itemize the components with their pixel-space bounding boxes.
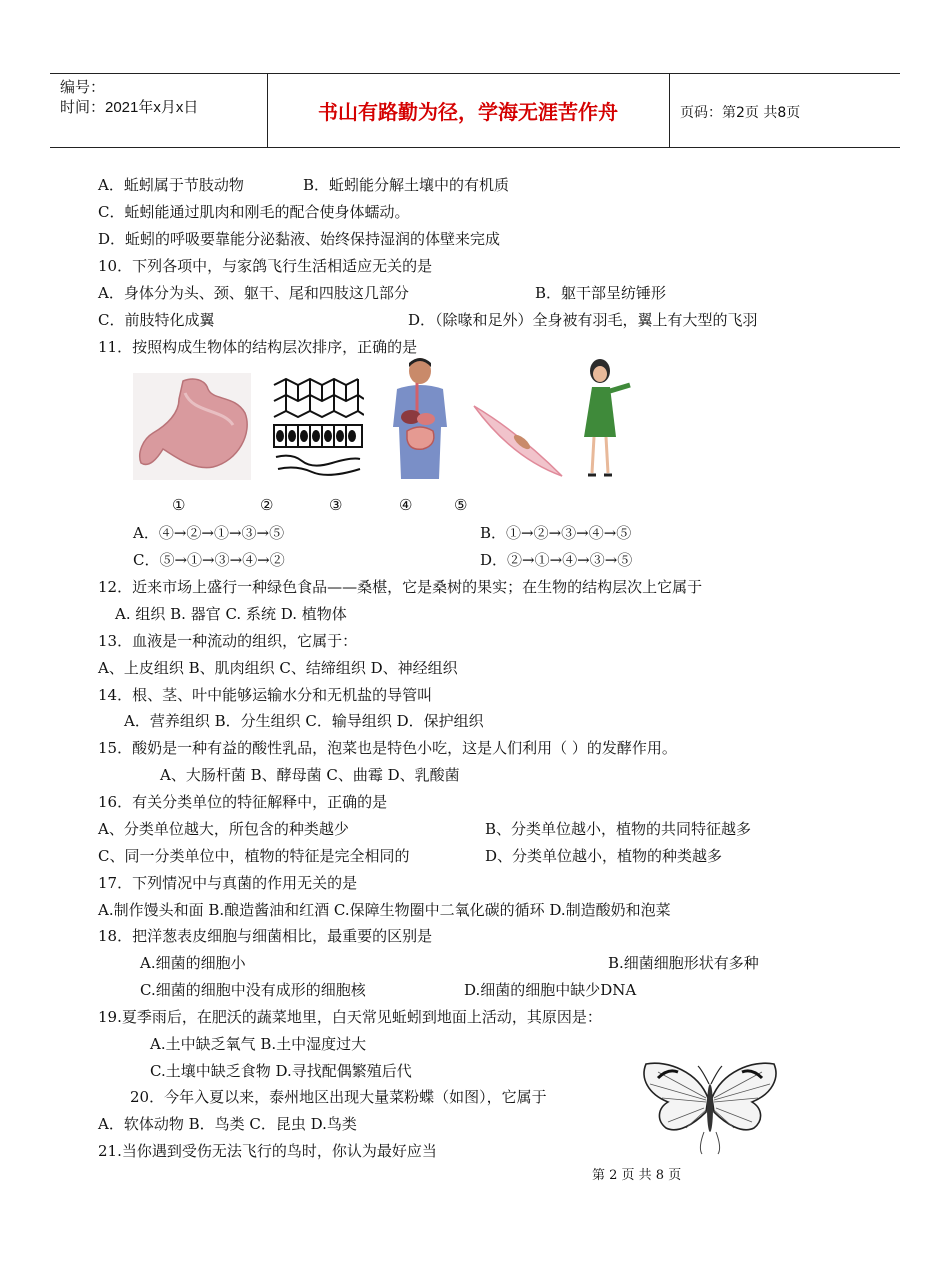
q9-option-a: A．蚯蚓属于节肢动物 xyxy=(98,176,244,194)
q20-stem: 20．今年入夏以来，泰州地区出现大量菜粉蝶（如图），它属于 xyxy=(130,1088,547,1106)
q18-option-b: B.细菌细胞形状有多种 xyxy=(608,954,759,972)
figure-number-3: ③ xyxy=(329,496,343,514)
q15-stem: 15．酸奶是一种有益的酸性乳品，泡菜也是特色小吃，这是人们利用（ ）的发酵作用。 xyxy=(98,739,677,757)
q16-stem: 16．有关分类单位的特征解释中，正确的是 xyxy=(98,793,388,811)
q9-option-d: D．蚯蚓的呼吸要靠能分泌黏液、始终保持湿润的体壁来完成 xyxy=(98,230,501,248)
tissue-cells-image xyxy=(272,375,364,477)
stomach-image xyxy=(133,373,251,480)
q16-option-a: A、分类单位越大，所包含的种类越少 xyxy=(98,820,349,838)
q11-option-a: A．④→②→①→③→⑤ xyxy=(133,524,285,542)
q21-stem: 21.当你遇到受伤无法飞行的鸟时，你认为最好应当 xyxy=(98,1142,437,1160)
q11-stem: 11．按照构成生物体的结构层次排序，正确的是 xyxy=(98,338,418,356)
q18-option-c: C.细菌的细胞中没有成形的细胞核 xyxy=(140,981,366,999)
q10-option-b: B．躯干部呈纺锤形 xyxy=(535,284,667,302)
q16-option-d: D、分类单位越小，植物的种类越多 xyxy=(485,847,723,865)
q18-option-a: A.细菌的细胞小 xyxy=(140,954,246,972)
q16-option-b: B、分类单位越小，植物的共同特征越多 xyxy=(485,820,752,838)
q11-option-c: C．⑤→①→③→④→② xyxy=(133,551,285,569)
q10-option-c: C．前肢特化成翼 xyxy=(98,311,215,329)
header-meta xyxy=(60,78,198,118)
q19-options-cd: C.土壤中缺乏食物 D.寻找配偶繁殖后代 xyxy=(150,1062,412,1080)
q12-stem: 12．近来市场上盛行一种绿色食品——桑椹，它是桑树的果实；在生物的结构层次上它属于 xyxy=(98,578,703,596)
q14-options: A．营养组织 B．分生组织 C．输导组织 D．保护组织 xyxy=(124,712,484,730)
q15-options: A、大肠杆菌 B、酵母菌 C、曲霉 D、乳酸菌 xyxy=(160,766,460,784)
q10-option-a: A．身体分为头、颈、躯干、尾和四肢这几部分 xyxy=(98,284,409,302)
date-label: 时间：2021年x月x日 xyxy=(60,99,199,116)
q20-options: A．软体动物 B．鸟类 C．昆虫 D.鸟类 xyxy=(98,1115,357,1133)
header-top-rule xyxy=(50,73,900,74)
figure-number-1: ① xyxy=(172,496,186,514)
q10-stem: 10．下列各项中，与家鸽飞行生活相适应无关的是 xyxy=(98,257,433,275)
q19-options-ab: A.土中缺乏氧气 B.土中湿度过大 xyxy=(150,1035,367,1053)
header-divider-right xyxy=(669,73,670,147)
muscle-cell-image xyxy=(472,402,564,480)
figure-number-4: ④ xyxy=(399,496,413,514)
woman-image xyxy=(576,357,632,481)
q18-option-d: D.细菌的细胞中缺少DNA xyxy=(464,981,637,999)
q9-option-b: B．蚯蚓能分解土壤中的有机质 xyxy=(303,176,510,194)
q18-stem: 18．把洋葱表皮细胞与细菌相比，最重要的区别是 xyxy=(98,927,433,945)
q10-option-d: D．（除喙和足外）全身被有羽毛，翼上有大型的飞羽 xyxy=(408,311,758,329)
q17-options: A.制作馒头和面 B.酿造酱油和红酒 C.保障生物圈中二氧化碳的循环 D.制造酸奶和泡菜 xyxy=(98,901,671,919)
header-bottom-rule xyxy=(50,147,900,148)
q16-option-c: C、同一分类单位中，植物的特征是完全相同的 xyxy=(98,847,410,865)
serial-label: 编号： xyxy=(60,79,106,96)
header-page-info: 页码：第2页 共8页 xyxy=(680,105,801,121)
figure-number-5: ⑤ xyxy=(454,496,468,514)
header-motto: 书山有路勤为径，学海无涯苦作舟 xyxy=(318,100,618,124)
q9-option-c: C．蚯蚓能通过肌肉和刚毛的配合使身体蠕动。 xyxy=(98,203,410,221)
q14-stem: 14．根、茎、叶中能够运输水分和无机盐的导管叫 xyxy=(98,686,433,704)
butterfly-image xyxy=(638,1058,782,1156)
page-footer: 第 2 页 共 8 页 xyxy=(592,1168,682,1183)
q11-option-d: D．②→①→④→③→⑤ xyxy=(480,551,633,569)
q12-options: A. 组织 B. 器官 C. 系统 D. 植物体 xyxy=(115,605,347,623)
q11-option-b: B．①→②→③→④→⑤ xyxy=(480,524,632,542)
human-body-image xyxy=(387,357,453,479)
q19-stem: 19.夏季雨后，在肥沃的蔬菜地里，白天常见蚯蚓到地面上活动，其原因是： xyxy=(98,1008,602,1026)
figure-number-2: ② xyxy=(260,496,274,514)
q17-stem: 17．下列情况中与真菌的作用无关的是 xyxy=(98,874,358,892)
q13-options: A、上皮组织 B、肌肉组织 C、结缔组织 D、神经组织 xyxy=(98,659,458,677)
q13-stem: 13．血液是一种流动的组织，它属于： xyxy=(98,632,358,650)
